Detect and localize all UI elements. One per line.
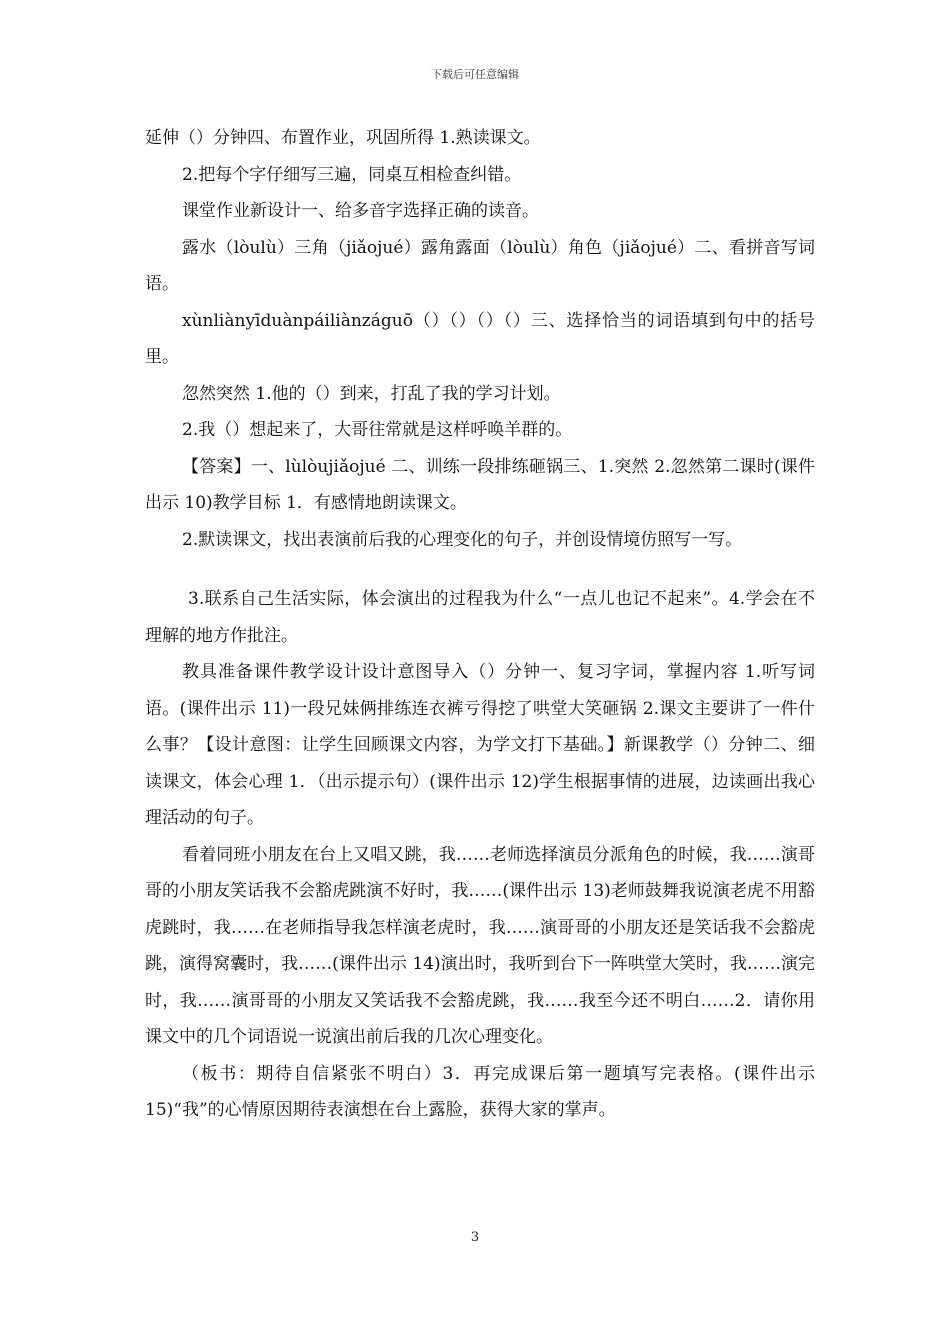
paragraph-word-choice-1: 忽然突然 1.他的（）到来，打乱了我的学习计划。 xyxy=(182,383,561,404)
paragraph-prompt-sentences: 看着同班小朋友在台上又唱又跳，我……老师选择演员分派角色的时候，我……演哥哥的小朋友笑话我不会豁虎跳演不好时，我……(课件出示 13)老师鼓舞我说演老虎不用豁虎跳时，我……在老师指导我怎样演老虎时，我……演哥哥的小朋友还是笑话我不会豁虎跳，演得窝囊时，我……(课件出示 14)演出时，我听到台下一阵哄堂大笑时，我……演完时，我……演哥哥的小朋友又笑话我不会豁虎跳，我……我至今还不明白……2．请你用课文中的几个词语说一说演出前后我的几次心理变化。 xyxy=(145,844,815,1047)
document-body xyxy=(145,120,815,1129)
page-number: 3 xyxy=(470,1230,480,1245)
paragraph-teaching-prep: 教具准备课件教学设计设计意图导入（）分钟一、复习字词，掌握内容 1.听写词语。(课件出示 11)一段兄妹俩排练连衣裤亏得挖了哄堂大笑砸锅 2.课文主要讲了一件什么事？【设计意图：让学生回顾课文内容，为学文打下基础。】新课教学（）分钟二、细读课文，体会心理 1．（出示提示句）(课件出示 12)学生根据事情的进展，边读画出我心理活动的句子。 xyxy=(145,662,815,828)
paragraph-board-writing: （板书：期待自信紧张不明白）3．再完成课后第一题填写完表格。(课件出示 15)“我”的心情原因期待表演想在台上露脸，获得大家的掌声。 xyxy=(145,1063,815,1120)
paragraph-gap xyxy=(145,558,815,581)
paragraph-word-choice-2: 2.我（）想起来了，大哥往常就是这样呼唤羊群的。 xyxy=(182,420,573,440)
paragraph-copy-characters: 2.把每个字仔细写三遍，同桌互相检查纠错。 xyxy=(182,164,522,185)
page-header-note: 下载后可任意编辑 xyxy=(431,68,519,81)
paragraph-pinyin-exercise: xùnliànyīduànpáiliànzáguō（）（）（）（）三、选择恰当的词语填到句中的括号里。 xyxy=(145,310,815,367)
paragraph-goal-2: 2.默读课文，找出表演前后我的心理变化的句子，并创设情境仿照写一写。 xyxy=(182,529,743,550)
paragraph-homework: 延伸（）分钟四、布置作业，巩固所得 1.熟读课文。 xyxy=(145,128,541,148)
paragraph-goal-3-4: 3.联系自己生活实际，体会演出的过程我为什么“一点儿也记不起来”。4.学会在不理解的地方作批注。 xyxy=(145,589,815,646)
paragraph-classwork-design: 课堂作业新设计一、给多音字选择正确的读音。 xyxy=(182,201,539,221)
paragraph-polyphonic-exercise: 露水（lòulù）三角（jiǎojué）露角露面（lòulù）角色（jiǎojué）二、看拼音写词语。 xyxy=(145,237,815,294)
paragraph-answers: 【答案】一、lùlòujiǎojué 二、训练一段排练砸锅三、1.突然 2.忽然第二课时(课件出示 10)教学目标 1．有感情地朗读课文。 xyxy=(145,456,815,513)
